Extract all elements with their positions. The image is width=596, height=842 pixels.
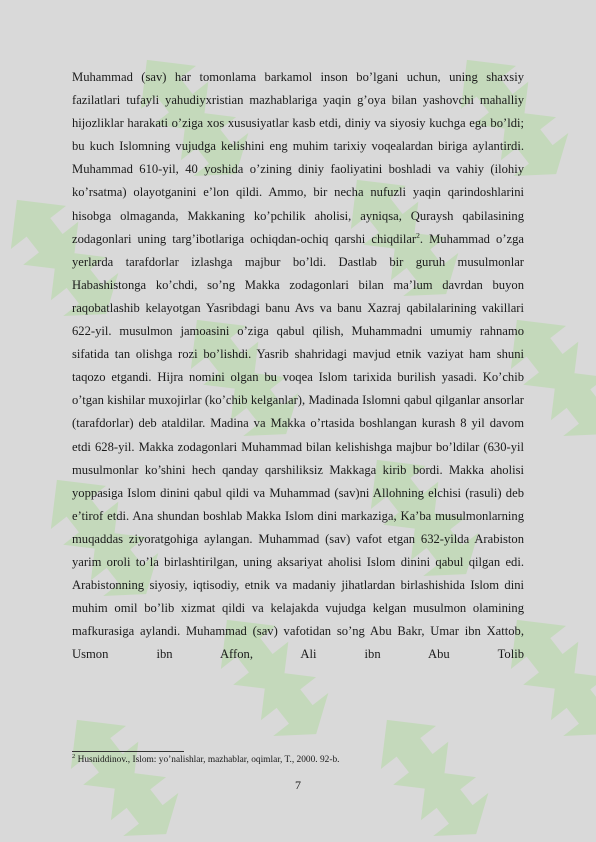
page-number: 7 [295,778,301,792]
footnote [72,752,340,765]
watermark-mark [352,691,507,842]
footnote-number: 2 [72,752,76,760]
footnote-reference[interactable]: 2 [416,230,420,240]
footnote-separator [72,751,184,752]
watermark-mark [42,691,197,842]
body-text-part1: Muhammad (sav) har tomonlama barkamol inson bo’lgani uchun, uning shaxsiy fazilatlari tufayli yahudiyxristian mazhablariga yaqin g’oya bilan yashovchi mahalliy hijozliklar harakati o’ziga xos xususiyatlar kasb etdi, diniy va siyosiy kuchga ega bo’ldi; bu kuch Islomning vujudga kelishini eng muhim tarixiy voqealardan biriga aylantirdi. Muhammad 610-yil, 40 yoshida o’zining diniy faoliyatini boshladi va vahiy (ilohiy ko’rsatma) olayotganini e’lon qildi. Ammo, bir necha nufuzli yaqin qarindoshlarini hisobga olmaganda, Makkaning ko’pchilik aholisi, ayniqsa, Quraysh qabilasining zodagonlari uning targ’ibotlariga ochiqdan-ochiq qarshi chiqdilar [72,70,524,246]
body-text-part2: . Muhammad o’zga yerlarda tarafdorlar izlashga majbur bo’ldi. Dastlab bir guruh musulmonlar Habashistonga ko’chdi, so’ng Makka zodagonlari bilan ma’lum davrdan buyon raqobatlashib kelayotgan Yasribdagi banu Avs va banu Xazraj qabilalarining vakillari 622-yil. musulmon jamoasini o’ziga qabul qilish, Muhammadni umumiy rahnamo sifatida tan olishga rozi bo’lishdi. Yasrib shahridagi mavjud etnik vaziyat ham shuni taqozo etgandi. Hijra nomini olgan bu voqea Islom tarixida burilish yasadi. Ko’chib o’tgan kishilar muxojirlar (ko’chib kelganlar), Madinada Islomni qabul qilganlar ansorlar (tarafdorlar) deb ataldilar. Madina va Makka o’rtasida boshlangan kurash 8 yil davom etdi 628-yil. Makka zodagonlari Muhammad bilan kelishishga majbur bo’ldilar (630-yil musulmonlar ko’shini hech qanday qarshiliksiz Makkaga kirib bordi. Makka aholisi yoppasiga Islom dinini qabul qildi va Muhammad (sav)ni Allohning elchisi (rasuli) deb e’tirof etdi. Ana shundan boshlab Makka Islom dini markaziga, Ka’ba musulmonlarning muqaddas ziyoratgohiga aylangan. Muhammad (sav) vafot etgan 632-yilda Arabiston yarim oroli to’la birlashtirilgan, uning aksariyat aholisi Islom dinini qabul qilgan edi. Arabistonning siyosiy, iqtisodiy, etnik va madaniy jihatlardan birlashishida Islom dini muhim omil bo’lib xizmat qildi va kelajakda vujudga kelgan musulmon olamining mafkurasiga aylandi. Muhammad (sav) vafotidan so’ng Abu Bakr, Umar ibn Xattob, Usmon ibn Affon, Ali ibn Abu Tolib [72,231,524,662]
footnote-text: Husniddinov., Islom: yo’nalishlar, mazhablar, oqimlar, T., 2000. 92-b. [75,755,340,765]
body-paragraph [72,66,524,666]
